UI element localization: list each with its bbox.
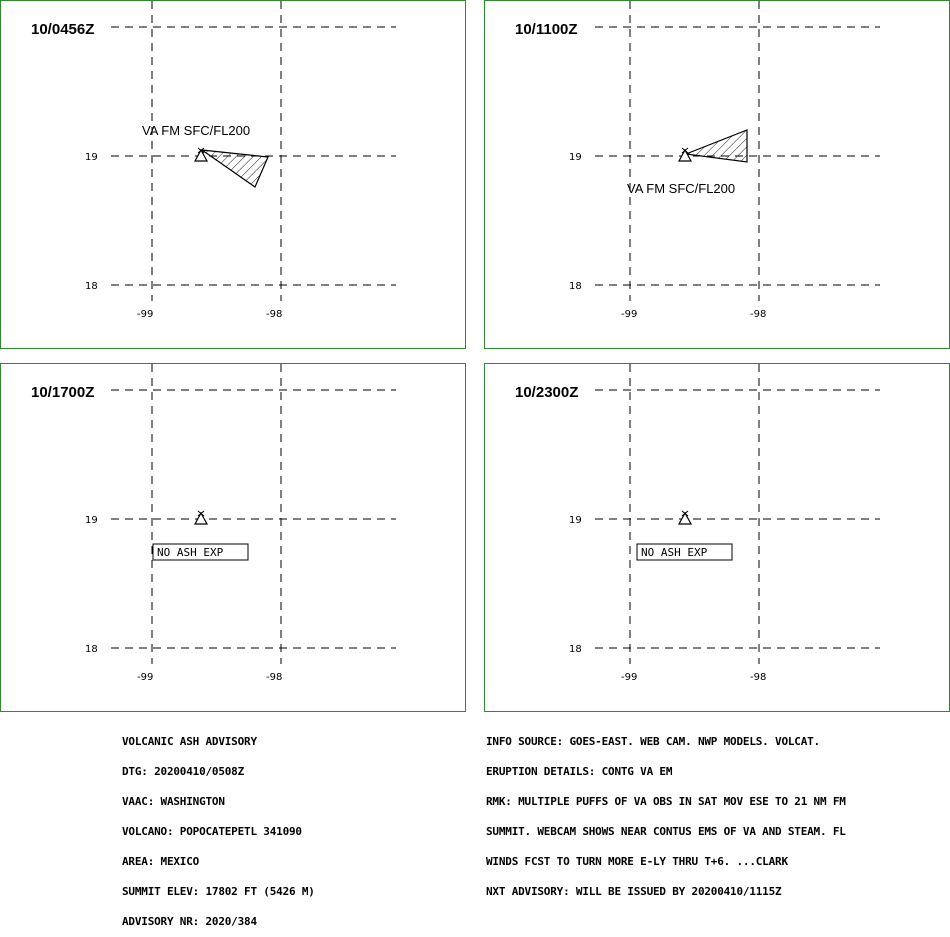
- lon-label-99: -99: [137, 309, 154, 320]
- map-panel-3: [0, 363, 466, 712]
- advisory-number: ADVISORY NR: 2020/384: [122, 915, 257, 928]
- advisory-dtg: DTG: 20200410/0508Z: [122, 765, 245, 778]
- lat-label-19: 19: [569, 515, 582, 526]
- lon-label-98: -98: [750, 672, 767, 683]
- lat-label-19: 19: [85, 515, 98, 526]
- advisory-remarks-2: SUMMIT. WEBCAM SHOWS NEAR CONTUS EMS OF VA AND STEAM. FL: [486, 825, 846, 838]
- lon-label-99: -99: [137, 672, 154, 683]
- lon-label-98: -98: [750, 309, 767, 320]
- no-ash-label: NO ASH EXP: [641, 546, 708, 559]
- lon-label-98: -98: [266, 309, 283, 320]
- advisory-info-source: INFO SOURCE: GOES-EAST. WEB CAM. NWP MODELS. VOLCAT.: [486, 735, 820, 748]
- advisory-vaac: VAAC: WASHINGTON: [122, 795, 225, 808]
- no-ash-label: NO ASH EXP: [157, 546, 224, 559]
- lon-label-98: -98: [266, 672, 283, 683]
- valid-time-label: 10/1700Z: [31, 384, 95, 401]
- lat-label-18: 18: [569, 281, 582, 292]
- ash-cloud-polygon: [686, 130, 747, 162]
- advisory-volcano: VOLCANO: POPOCATEPETL 341090: [122, 825, 302, 838]
- map-panel-1: [0, 0, 466, 349]
- valid-time-label: 10/1100Z: [515, 21, 578, 38]
- lat-label-18: 18: [85, 644, 98, 655]
- ash-height-label: VA FM SFC/FL200: [142, 123, 251, 138]
- map-canvas-4: [485, 364, 950, 713]
- lon-label-99: -99: [621, 309, 638, 320]
- lat-label-19: 19: [569, 152, 582, 163]
- lon-label-99: -99: [621, 672, 638, 683]
- volcano-icon: [195, 511, 207, 524]
- map-canvas-2: [485, 1, 950, 350]
- advisory-eruption-details: ERUPTION DETAILS: CONTG VA EM: [486, 765, 673, 778]
- map-panel-2: [484, 0, 950, 349]
- advisory-header-block: [122, 717, 315, 937]
- ash-cloud-polygon: [202, 150, 268, 187]
- map-canvas-1: [1, 1, 467, 350]
- advisory-remarks-3: WINDS FCST TO TURN MORE E-LY THRU T+6. ...CLARK: [486, 855, 788, 868]
- valid-time-label: 10/0456Z: [31, 21, 95, 38]
- advisory-details-block: [486, 717, 846, 907]
- lat-label-18: 18: [85, 281, 98, 292]
- advisory-area: AREA: MEXICO: [122, 855, 200, 868]
- advisory-summit-elev: SUMMIT ELEV: 17802 FT (5426 M): [122, 885, 315, 898]
- volcano-icon: [679, 511, 691, 524]
- ash-height-label: VA FM SFC/FL200: [627, 181, 736, 196]
- map-panel-4: [484, 363, 950, 712]
- lat-label-18: 18: [569, 644, 582, 655]
- advisory-remarks-1: RMK: MULTIPLE PUFFS OF VA OBS IN SAT MOV ESE TO 21 NM FM: [486, 795, 846, 808]
- advisory-next: NXT ADVISORY: WILL BE ISSUED BY 20200410/1115Z: [486, 885, 782, 898]
- map-canvas-3: [1, 364, 467, 713]
- valid-time-label: 10/2300Z: [515, 384, 579, 401]
- advisory-title: VOLCANIC ASH ADVISORY: [122, 735, 257, 748]
- lat-label-19: 19: [85, 152, 98, 163]
